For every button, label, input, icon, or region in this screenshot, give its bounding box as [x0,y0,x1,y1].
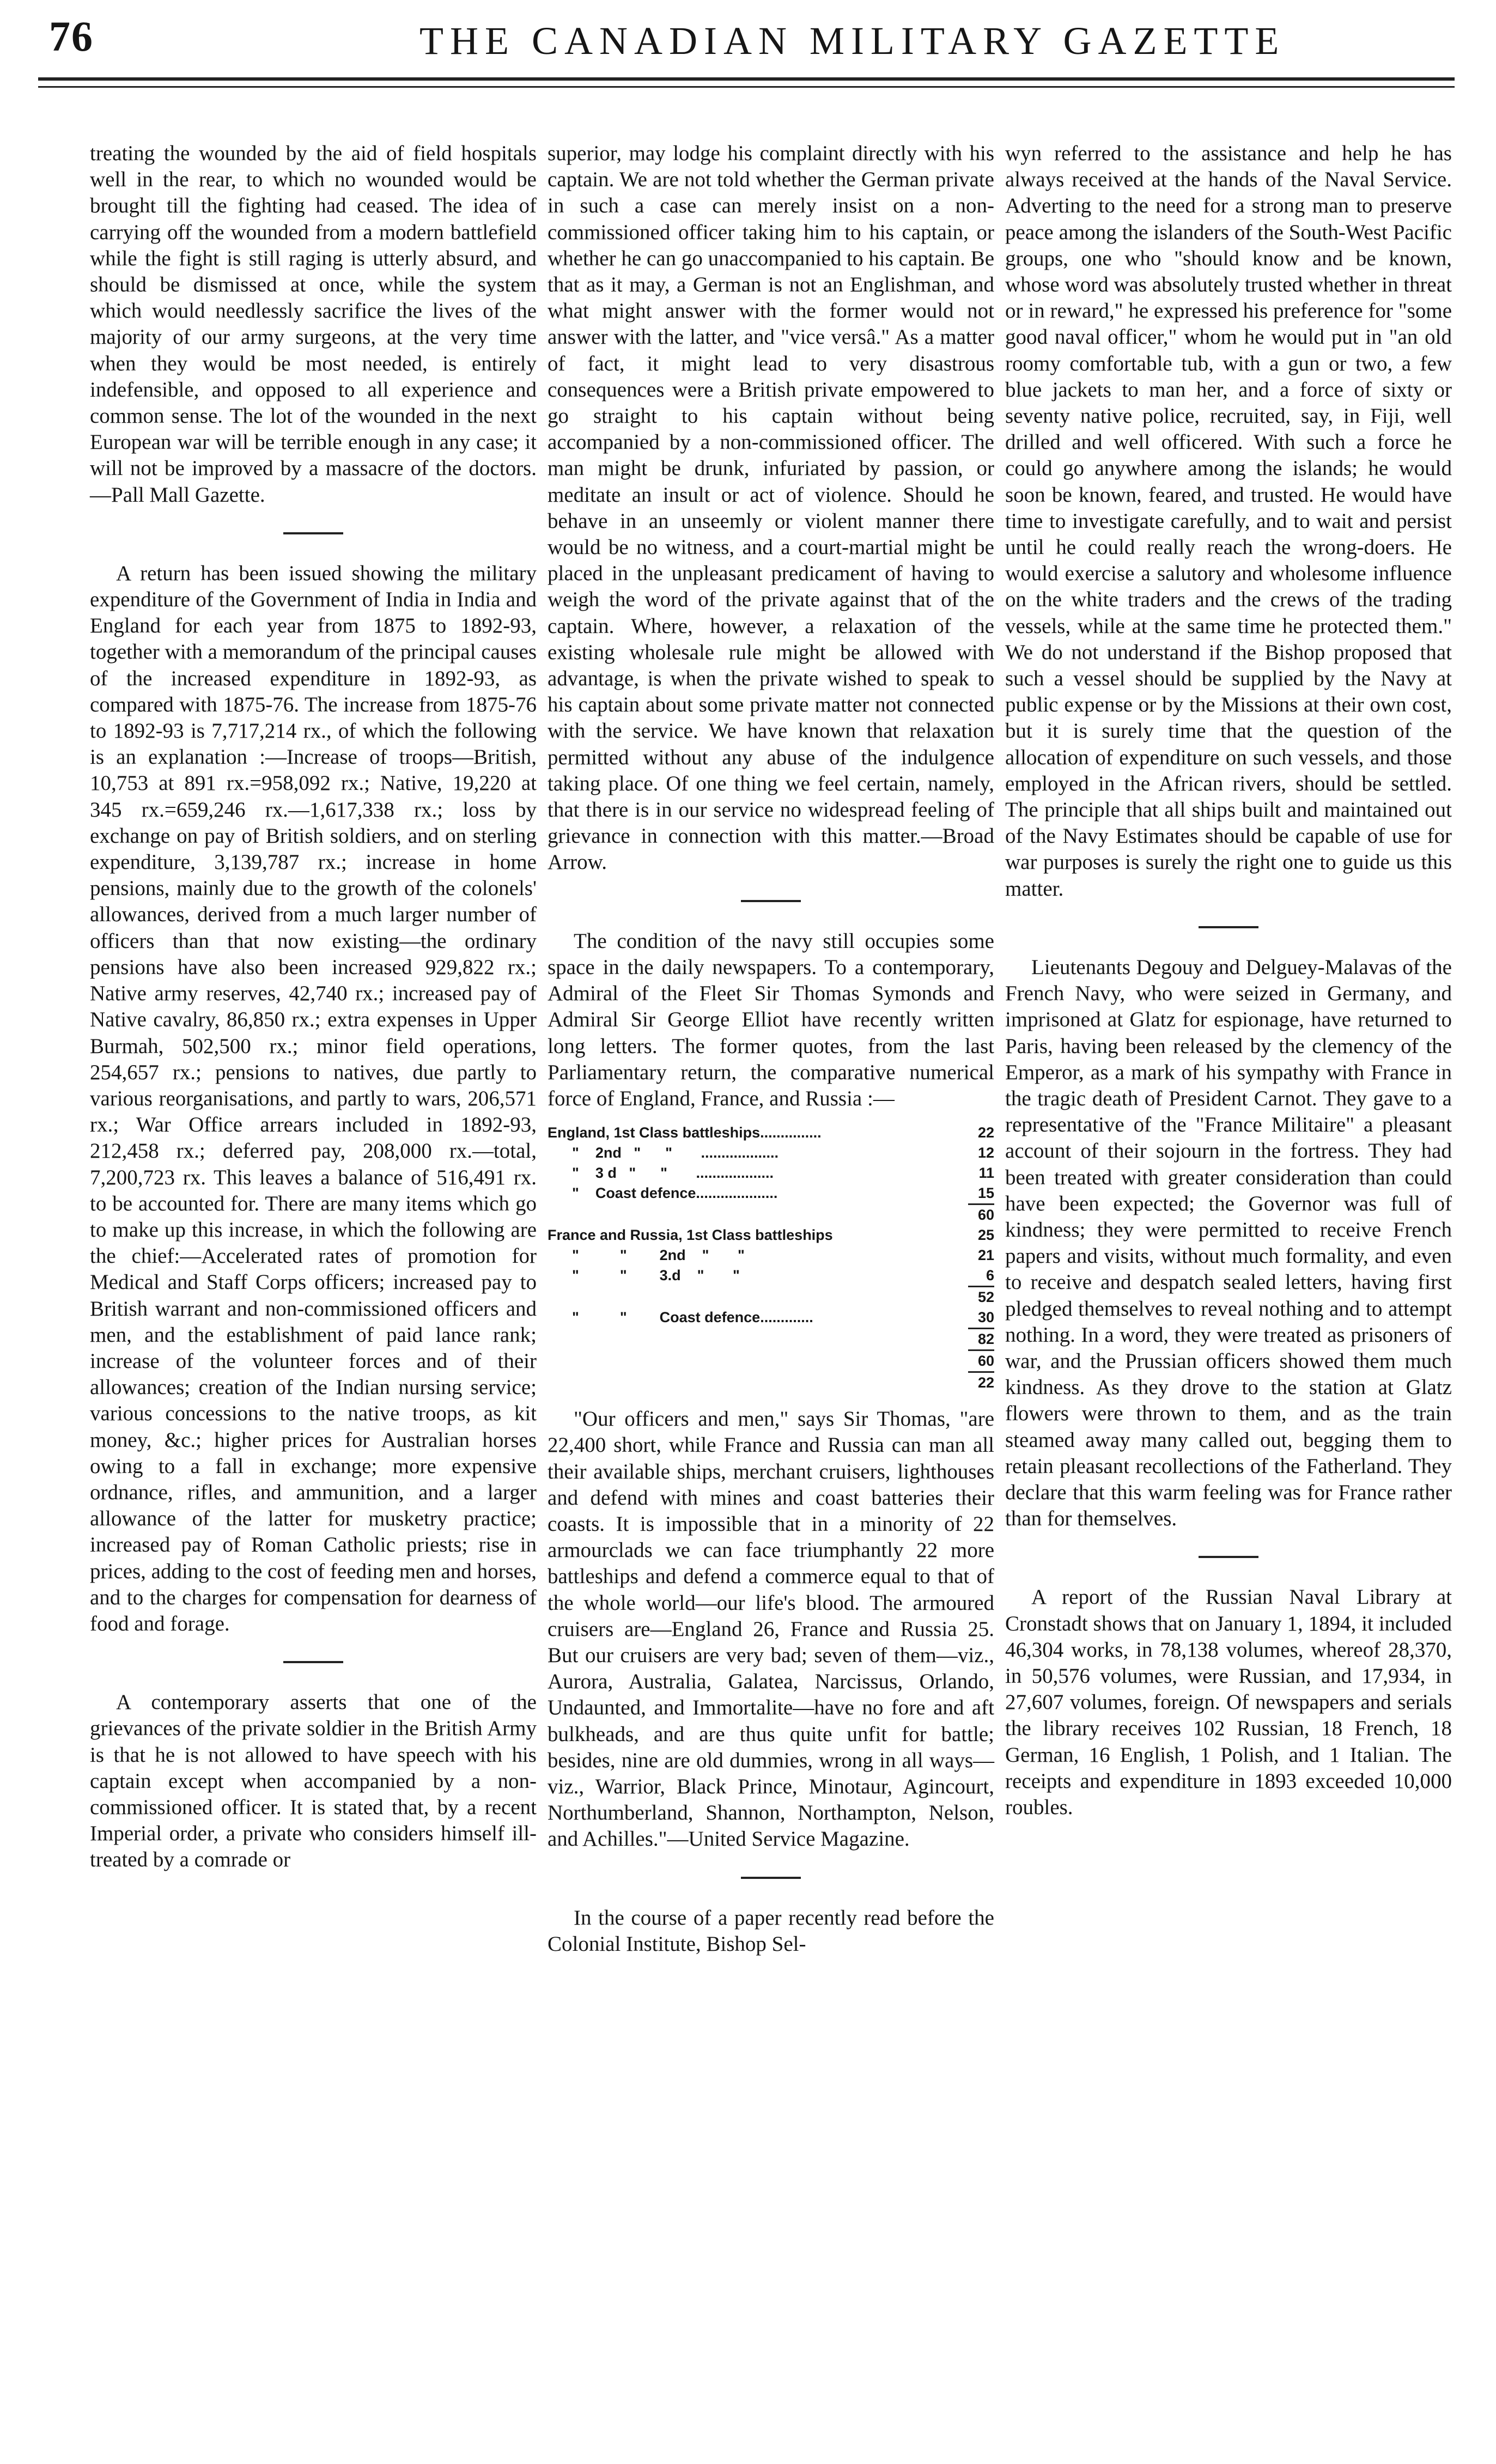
header-rule-thin [38,86,1455,88]
article-private-soldier-cont: superior, may lodge his complaint directly with his captain. We are not told whether the German private in such a case can merely insist on a non-commissioned officer taking him to his captain, or whether he can go unaccompanied to his captain. Be that as it may, a German is not an Englishman, and what might answer with the former would not answer with the latter, and "vice versâ." As a matter of fact, it might lead to very disastrous consequences were a British private empowered to go straight to his captain without being accompanied by a non-commissioned officer. The man might be drunk, infuriated by passion, or meditate an insult or act of violence. Should he behave in an unseemly or violent manner there would be no witness, and a court-martial might be placed in the unpleasant predicament of having to weigh the word of the private against that of the captain. Where, however, a relaxation of the existing wholesale rule might be allowed with advantage, is when the private wished to speak to his captain about some private matter not connected with the service. We have known that relaxation permitted without any abuse of the indulgence taking place. Of one thing we feel certain, namely, that there is in our service no widespread feeling of grievance in connection with this matter.—Broad Arrow. [548,142,994,874]
article-separator [741,1877,801,1879]
table-row: " Coast defence.................... 15 [548,1185,994,1202]
table-row: " " 2nd " " 21 [548,1247,994,1264]
article-russian-naval-library: A report of the Russian Naval Library at Cronstadt shows that on January 1, 1894, it included 46,304 works, in 78,138 volumes, whereof 28,370, in 50,576 volumes, were Russian, and 17,934, in 27,607 volumes, foreign. Of newspapers and serials the library receives 102 Russian, 18 French, 18 German, 16 English, 1 Polish, and 1 Italian. The receipts and expenditure in 1893 exceeded 10,000 roubles. [1005,1585,1452,1819]
table-total: 60 [548,1203,994,1225]
article-bishop-selwyn: In the course of a paper recently read before the Colonial Institute, Bishop Sel- [548,1906,994,1956]
article-private-soldier: A contemporary asserts that one of the grievances of the private soldier in the British Army is that he is not allowed to have speech with his captain except when accompanied by a non-commissioned officer. It is stated that, by a recent Imperial order, a private who considers himself ill-treated by a comrade or [90,1690,537,1872]
masthead [38,10,1455,113]
table-total: 60 [548,1349,994,1371]
article-separator [283,532,343,534]
table-row: " 3 d " " ................... 11 [548,1165,994,1182]
article-separator [283,1661,343,1663]
article-separator [1199,1556,1258,1558]
article-wounded-end: treating the wounded by the aid of field hospitals well in the rear, to which no wounded would be brought till the fighting had ceased. The idea of carrying off the wounded from a modern battlefield while the fight is still raging is utterly absurd, and should be dismissed at once, while the system which would needlessly sacrifice the lives of the majority of our army surgeons, at the very time when they would be most needed, is entirely indefensible, and opposed to all experience and common sense. The lot of the wounded in the next European war will be terrible enough in any case; it will not be improved by a massacre of the doctors.—Pall Mall Gazette. [90,142,537,507]
article-india-expenditure: A return has been issued showing the military expenditure of the Government of India in India and England for each year from 1875 to 1892-93, together with a memorandum of the principal causes of the increased expenditure in 1892-93, as compared with 1875-76. The increase from 1875-76 to 1892-93 is 7,717,214 rx., of which the following is an explanation :—Increase of troops—British, 10,753 at 891 rx.=958,092 rx.; Native, 19,220 at 345 rx.=659,246 rx.—1,617,338 rx.; loss by exchange on pay of British soldiers, and on sterling expenditure, 3,139,787 rx.; increase in home pensions, mainly due to the growth of the colonels' allowances, derived from a much larger number of officers than that now existing—the ordinary pensions have also been increased 929,822 rx.; Native army reserves, 42,740 rx.; increased pay of Native cavalry, 86,850 rx.; extra expenses in Upper Burmah, 502,500 rx.; minor field operations, 254,657 rx.; pensions to natives, due partly to various reorganisations, and partly to wars, 206,571 rx.; War Office arrears included in 1892-93, 212,458 rx.; deferred pay, 208,000 rx.—total, 7,200,723 rx. This leaves a balance of 516,491 rx. to be accounted for. There are many items which go to make up this increase, in which the following are the chief:—Accelerated rates of promotion for Medical and Staff Corps officers; increased pay to British warrant and non-commissioned officers and men, and the establishment of paid lance rank; increase of the volunteer forces and of their allowances; creation of the Indian nursing service; various concessions to the native troops, as kit money, &c.; higher prices for Australian horses owing to a fall in exchange; more expensive ordnance, rifles, and ammunition, and a larger allowance of the latter for musketry practice; increased pay of Roman Catholic priests; rise in prices, adding to the cost of feeding men and horses, and to the charges for compensation for dearness of food and forage. [90,561,537,1635]
article-officers-and-men: "Our officers and men," says Sir Thomas, "are 22,400 short, while France and Russia can man all their available ships, merchant cruisers, lighthouses and defend with mines and coast batteries their coasts. It is impossible that in a minority of 22 armourclads we can face triumphantly 22 more battleships and defend a commerce equal to that of the whole world—our life's blood. The armoured cruisers are—England 26, France and Russia 25. But our cruisers are very bad; seven of them—viz., Aurora, Australia, Galatea, Narcissus, Orlando, Undaunted, and Immortalite—have no fore and aft bulkheads, and are thus quite unfit for battle; besides, nine are old dummies, wrong in all ways—viz., Warrior, Black Prince, Minotaur, Agincourt, Northumberland, Shannon, Northampton, Nelson, and Achilles."—United Service Magazine. [548,1407,994,1851]
column-3 [1005,141,1452,1821]
naval-force-table [548,1123,994,1393]
article-french-lieutenants: Lieutenants Degouy and Delguey-Malavas of the French Navy, who were seized in Germany, and imprisoned at Glatz for espionage, have returned to Paris, having been released by the clemency of the Emperor, as a mark of his sympathy with France in the tragic death of President Carnot. They gave to a representative of the "France Militaire" a pleasant account of their sojourn in the fortress. They had been treated with greater consideration than could have been expected; the Governor was full of kindness; they were permitted to receive French papers and visits, without much formality, and even to receive and despatch sealed letters, having first pledged themselves to reveal nothing and to attempt nothing. In a word, they were treated as prisoners of war, and the Prussian officers showed them much kindness. As they drove to the station at Glatz flowers were thrown to them, and as the train steamed away many called out, begging them to retain pleasant recollections of the Fatherland. They declare that this warm feeling was for France rather than for themselves. [1005,955,1452,1531]
column-1 [90,141,537,1873]
article-navy-condition: The condition of the navy still occupies some space in the daily newspapers. To a contemporary, Admiral of the Fleet Sir Thomas Symonds and Admiral Sir George Elliot have recently written long letters. The former quotes, from the last Parliamentary return, the comparative numerical force of England, France, and Russia :— [548,929,994,1110]
article-separator [741,900,801,902]
column-2 [548,141,994,1957]
page-number: 76 [49,13,94,60]
table-total: 82 [548,1328,994,1349]
table-row: " 2nd " " ................... 12 [548,1145,994,1161]
newspaper-title: THE CANADIAN MILITARY GAZETTE [419,19,1286,63]
article-bishop-selwyn-cont: wyn referred to the assistance and help he has always received at the hands of the Naval Service. Adverting to the need for a strong man to preserve peace among the islanders of the South-West Pacific groups, one who "should know and be known, whose word was absolutely trusted whether in threat or in reward," he expressed his preference for "some good naval officer," whom he would put in "an old roomy comfortable tub, with a gun or two, a few blue jackets to man her, and a force of sixty or seventy native police, recruited, say, in Fiji, well drilled and well officered. With such a force he could go anywhere among the islands; he would soon be known, feared, and trusted. He would have time to investigate carefully, and to wait and persist until he could really reach the wrong-doers. He would exercise a salutory and wholesome influence on the white traders and the crews of the trading vessels, while at the same time he protected them." We do not understand if the Bishop proposed that such a vessel should be supplied by the Navy at public expense or by the Missions at their own cost, but it is surely time that the question of the allocation of expenditure on such vessels, and those employed in the African rivers, should be settled. The principle that all ships built and maintained out of the Navy Estimates should be capable of use for war purposes is surely the right one to guide us this matter. [1005,142,1452,901]
table-row: " " Coast defence............. 30 [548,1309,994,1326]
header-rule [38,77,1455,81]
table-row: England, 1st Class battleships............... 22 [548,1124,994,1141]
table-total: 22 [548,1371,994,1393]
table-total: 52 [548,1286,994,1307]
table-row: France and Russia, 1st Class battleships 25 [548,1227,994,1244]
table-row: " " 3.d " " 6 [548,1267,994,1284]
article-separator [1199,926,1258,928]
